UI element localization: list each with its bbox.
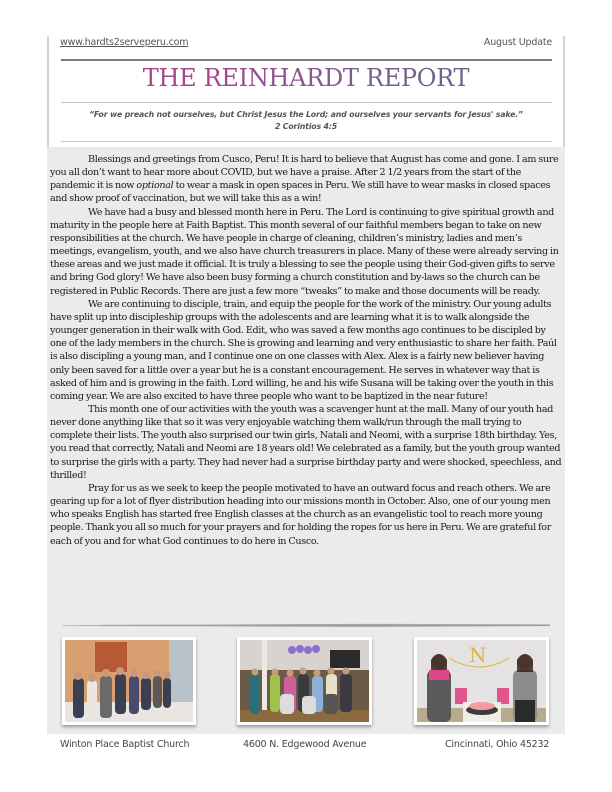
website-link[interactable]: www.hardts2serveperu.com <box>60 37 189 48</box>
twins-birthday-photo <box>414 637 549 725</box>
youth-party-photo <box>237 637 372 725</box>
paragraph-2: We have had a busy and blessed month here in Peru. The Lord is continuing to give spiritual growth and maturity in the people here at Faith Baptist. This month several of our faithful members began to take on new responsibilities at the church. We have people in charge of cleaning, children’s ministry, ladies and men’s meetings, evangelism, youth, and we also have church treasurers in place. Many of these were already serving in these areas and we just made it official. It is truly a blessing to see the people using their God-given gifts to serve and bring God glory! We have also been busy forming a church constitution and by-laws so the church can be registered in Public Records. There are just a few more “tweaks” to make and those documents will be ready. <box>50 206 559 297</box>
edition-label: August Update <box>483 37 552 48</box>
photo-group-mural-icon <box>65 640 193 722</box>
newsletter-title: THE REINHARDT REPORT <box>0 64 612 92</box>
verse-divider <box>61 141 552 142</box>
footer-church-name: Winton Place Baptist Church <box>60 739 190 750</box>
letter-body <box>50 153 562 548</box>
newsletter-header <box>60 37 552 51</box>
paragraph-1-end: to wear a mask in open spaces in Peru. We still have to wear masks in closed spaces and show proof of vaccination, but we will take this as a win! <box>50 180 551 205</box>
paragraph-1-emphasis: optional <box>136 180 174 192</box>
paragraph-3: We are continuing to disciple, train, and equip the people for the work of the ministry. Our young adults have split up into discipleship groups with the adolescents and are learning what it is to walk alongside the younger generation in their walk with God. Edit, who was saved a few months ago continues to be discipled by one of the lady members in the church. She is growing and learning and very enthusiastic to share her faith. Paúl is also discipling a young man, and I continue one on one classes with Alex. Alex is a fairly new believer having only been saved for a little over a year but he is a constant encouragement. He serves in whatever way that is asked of him and is growing in the faith. Lord willing, he and his wife Susana will be taking over the youth in this coming year. We are also excited to have three people who want to be baptized in the near future! <box>50 298 557 402</box>
paragraph-1 <box>50 153 562 206</box>
brush-stroke-divider <box>62 622 550 628</box>
svg-text:N: N <box>469 643 487 667</box>
footer-address: 4600 N. Edgewood Avenue <box>243 739 367 750</box>
photo-party-room-icon <box>240 640 369 722</box>
verse-block <box>0 109 612 133</box>
footer-city: Cincinnati, Ohio 45232 <box>445 739 550 750</box>
paragraph-1-start: Blessings and greetings from Cusco, Peru! It is hard to believe that August has come and gone. I am sure you all don’t want to hear more about COVID, but we have a praise. After 2 1/2 years from the start of the pandemic it is now <box>50 154 559 192</box>
title-divider <box>61 102 552 103</box>
youth-group-mural-photo <box>62 637 196 725</box>
paragraph-4: This month one of our activities with the youth was a scavenger hunt at the mall. Many of our youth had never done anything like that so it was very enjoyable watching them walk/run through the mall trying to complete their lists. The youth also surprised our twin girls, Natali and Neomi, with a surprise 18th birthday. Yes, you read that correctly, Natali and Neomi are 18 years old! We celebrated as a family, but the youth group wanted to surprise the girls with a party. They had never had a surprise birthday party and were shocked, speechless, and thrilled! <box>50 403 562 481</box>
verse-reference: 2 Corintios 4:5 <box>274 122 338 131</box>
verse-text: “For we preach not ourselves, but Christ Jesus the Lord; and ourselves your servants for Jesus' sake.” <box>89 110 523 119</box>
header-divider <box>61 59 552 61</box>
photo-birthday-cake-icon <box>417 640 546 722</box>
paragraph-5: Pray for us as we seek to keep the people motivated to have an outward focus and reach others. We are gearing up for a lot of flyer distribution heading into our missions month in October. Also, one of our young men who speaks English has started free English classes at the church as an evangelistic tool to reach more young people. Thank you all so much for your prayers and for holding the ropes for us here in Peru. We are grateful for each of you and for what God continues to do here in Cusco. <box>50 482 551 547</box>
